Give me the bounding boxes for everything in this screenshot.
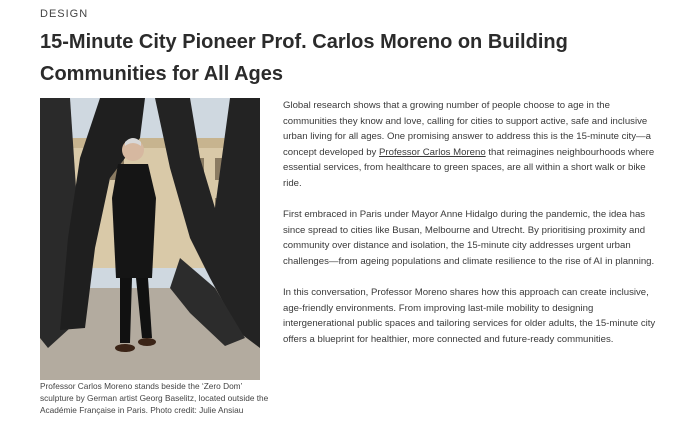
paragraph-1-text: Global research shows that a growing number of people choose to age in the communities they know and love, calling for cities to support active, safe and inclusive urban living for all ages. One promising answer to address this is the 15-minute city—a concept developed by xyxy=(283,100,651,158)
carlos-moreno-link[interactable]: Professor Carlos Moreno xyxy=(379,146,486,158)
article-body xyxy=(283,98,663,363)
sculpture-photo-illustration xyxy=(40,98,260,380)
article-title: 15-Minute City Pioneer Prof. Carlos Moreno on Building Communities for All Ages xyxy=(40,31,568,85)
paragraph-1-text-cont: that reimagines neighbourhoods where essential services, from healthcare to green spaces, are all within a short walk or bike ride. xyxy=(283,146,655,189)
article-photo xyxy=(40,98,260,380)
image-caption: Professor Carlos Moreno stands beside the ‘Zero Dom’ sculpture by German artist Georg Baselitz, located outside the Académie Française in Paris. Photo credit: Julie Ansiau xyxy=(40,381,269,415)
paragraph-3: In this conversation, Professor Moreno shares how this approach can create inclusive, age-friendly environments. From improving last-mile mobility to designing intergenerational public spaces and tailoring services for older adults, the 15-minute city offers a blueprint for healthier, more connected and future-ready communities. xyxy=(283,287,656,345)
article-category[interactable]: DESIGN xyxy=(40,8,89,20)
paragraph-2: First embraced in Paris under Mayor Anne Hidalgo during the pandemic, the idea has since spread to cities like Busan, Melbourne and Utrecht. By prioritising proximity and community over distance and isolation, the 15-minute city addresses urgent urban challenges—from ageing populations and climate resilience to the rise of AI in planning. xyxy=(283,209,655,267)
paragraph-1 xyxy=(283,98,663,192)
